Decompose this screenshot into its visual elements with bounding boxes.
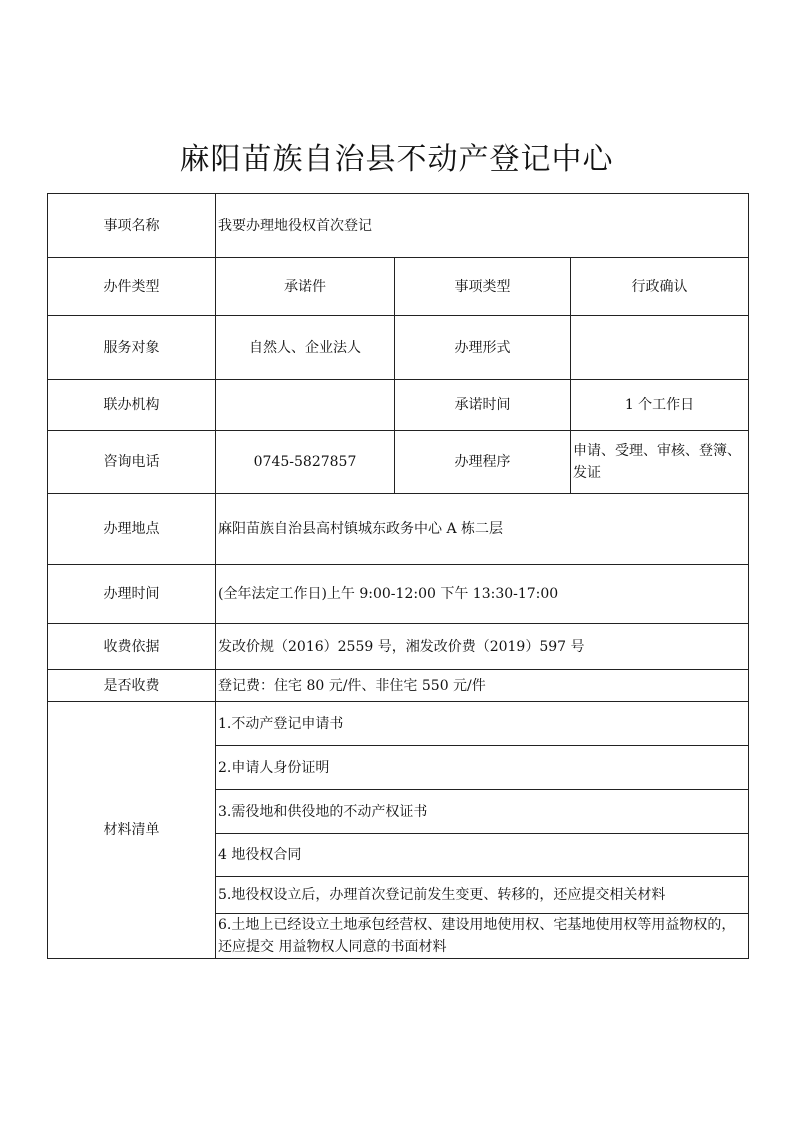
table-row xyxy=(48,565,749,624)
service-target-value: 自然人、企业法人 xyxy=(216,316,395,380)
procedure-value: 申请、受理、审核、登簿、发证 xyxy=(571,431,749,494)
promise-time-value: 1 个工作日 xyxy=(571,380,749,431)
handle-type-value: 承诺件 xyxy=(216,258,395,316)
phone-label: 咨询电话 xyxy=(48,431,216,494)
charged-label: 是否收费 xyxy=(48,670,216,702)
service-info-table xyxy=(47,193,749,959)
item-name-value: 我要办理地役权首次登记 xyxy=(216,194,749,258)
charged-value: 登记费：住宅 80 元/件、非住宅 550 元/件 xyxy=(216,670,749,702)
fee-basis-label: 收费依据 xyxy=(48,624,216,670)
item-type-value: 行政确认 xyxy=(571,258,749,316)
table-row xyxy=(48,316,749,380)
joint-agency-label: 联办机构 xyxy=(48,380,216,431)
table-row xyxy=(48,494,749,565)
item-name-label: 事项名称 xyxy=(48,194,216,258)
table-row xyxy=(48,702,749,746)
page-title: 麻阳苗族自治县不动产登记中心 xyxy=(179,142,614,177)
table-row xyxy=(48,670,749,702)
materials-label: 材料清单 xyxy=(48,702,216,959)
hours-value: (全年法定工作日)上午 9:00-12:00 下午 13:30-17:00 xyxy=(216,565,749,624)
table-row xyxy=(48,194,749,258)
handle-form-value xyxy=(571,316,749,380)
location-value: 麻阳苗族自治县高村镇城东政务中心 A 栋二层 xyxy=(216,494,749,565)
item-type-label: 事项类型 xyxy=(395,258,571,316)
table-row xyxy=(48,624,749,670)
procedure-label: 办理程序 xyxy=(395,431,571,494)
material-item: 3.需役地和供役地的不动产权证书 xyxy=(216,790,749,834)
service-target-label: 服务对象 xyxy=(48,316,216,380)
fee-basis-value: 发改价规（2016）2559 号，湘发改价费（2019）597 号 xyxy=(216,624,749,670)
location-label: 办理地点 xyxy=(48,494,216,565)
material-item: 2.申请人身份证明 xyxy=(216,746,749,790)
table-row xyxy=(48,431,749,494)
material-item: 1.不动产登记申请书 xyxy=(216,702,749,746)
material-item: 4 地役权合同 xyxy=(216,834,749,877)
material-item: 5.地役权设立后，办理首次登记前发生变更、转移的，还应提交相关材料 xyxy=(216,877,749,914)
material-item: 6.土地上已经设立土地承包经营权、建设用地使用权、宅基地使用权等用益物权的，还应提交 用益物权人同意的书面材料 xyxy=(216,914,749,959)
promise-time-label: 承诺时间 xyxy=(395,380,571,431)
joint-agency-value xyxy=(216,380,395,431)
handle-form-label: 办理形式 xyxy=(395,316,571,380)
table-row xyxy=(48,258,749,316)
hours-label: 办理时间 xyxy=(48,565,216,624)
table-row xyxy=(48,380,749,431)
phone-value: 0745-5827857 xyxy=(216,431,395,494)
handle-type-label: 办件类型 xyxy=(48,258,216,316)
